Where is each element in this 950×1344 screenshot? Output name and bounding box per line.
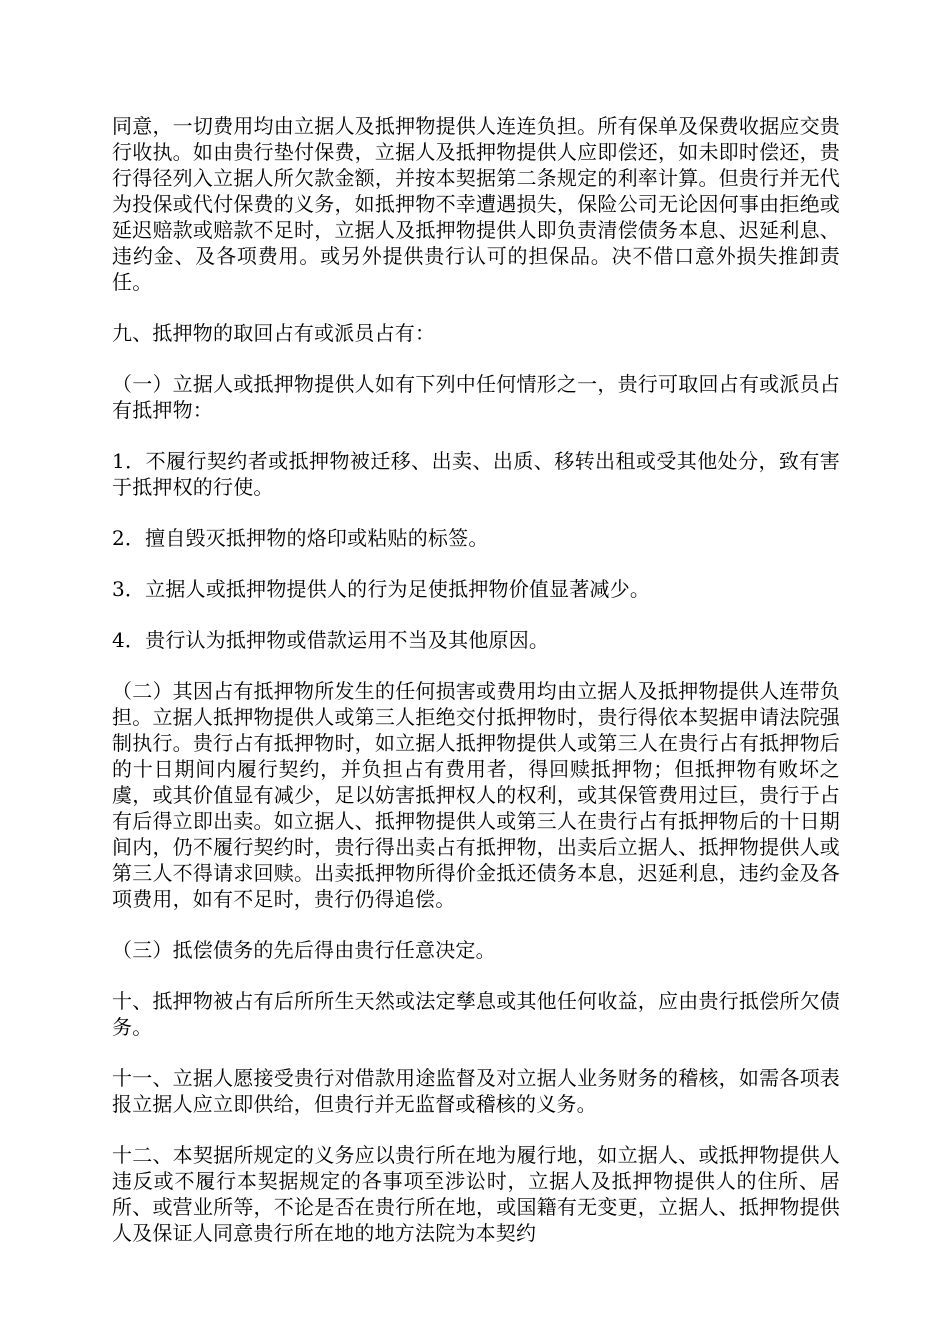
list-item-1: 1．不履行契约者或抵押物被迁移、出卖、出质、移转出租或受其他处分，致有害于抵押权的行使。 xyxy=(112,449,840,499)
document-page xyxy=(112,113,840,1271)
paragraph-insurance-continued: 同意，一切费用均由立据人及抵押物提供人连连负担。所有保单及保费收据应交贵行收执。如由贵行垫付保费，立据人及抵押物提供人应即偿还，如未即时偿还，贵行得径列入立据人所欠款金额，并按本契据第二条规定的利率计算。但贵行并无代为投保或代付保费的义务，如抵押物不幸遭遇损失，保险公司无论因何事由拒绝或延迟赔款或赔款不足时，立据人及抵押物提供人即负责清偿债务本息、迟延利息、违约金、及各项费用。或另外提供贵行认可的担保品。决不借口意外损失推卸责任。 xyxy=(112,114,840,294)
heading-section-9: 九、抵押物的取回占有或派员占有： xyxy=(112,321,436,345)
list-item-3: 3．立据人或抵押物提供人的行为足使抵押物价值显著减少。 xyxy=(112,577,651,601)
paragraph-section-11: 十一、立据人愿接受贵行对借款用途监督及对立据人业务财务的稽核，如需各项表报立据人应立即供给，但贵行并无监督或稽核的义务。 xyxy=(112,1066,840,1116)
list-item-4: 4．贵行认为抵押物或借款运用不当及其他原因。 xyxy=(112,628,550,652)
paragraph-9-1: （一）立据人或抵押物提供人如有下列中任何情形之一，贵行可取回占有或派员占有抵押物： xyxy=(112,372,840,422)
paragraph-section-10: 十、抵押物被占有后所所生天然或法定孳息或其他任何收益，应由贵行抵偿所欠债务。 xyxy=(112,989,840,1039)
paragraph-9-2: （二）其因占有抵押物所发生的任何损害或费用均由立据人及抵押物提供人连带负担。立据人抵押物提供人或第三人拒绝交付抵押物时，贵行得依本契据申请法院强制执行。贵行占有抵押物时，如立据人抵押物提供人或第三人在贵行占有抵押物后的十日期间内履行契约，并负担占有费用者，得回赎抵押物；但抵押物有败坏之虞，或其价值显有减少，足以妨害抵押权人的权利，或其保管费用过巨，贵行于占有后得立即出卖。如立据人、抵押物提供人或第三人在贵行占有抵押物后的十日期间内，仍不履行契约时，贵行得出卖占有抵押物，出卖后立据人、抵押物提供人或第三人不得请求回赎。出卖抵押物所得价金抵还债务本息，迟延利息，违约金及各项费用，如有不足时，贵行仍得追偿。 xyxy=(112,679,840,911)
list-item-2: 2．擅自毁灭抵押物的烙印或粘贴的标签。 xyxy=(112,526,489,550)
paragraph-section-12: 十二、本契据所规定的义务应以贵行所在地为履行地，如立据人、或抵押物提供人违反或不履行本契据规定的各事项至涉讼时，立据人及抵押物提供人的住所、居所、或营业所等，不论是否在贵行所在地，或国籍有无变更，立据人、抵押物提供人及保证人同意贵行所在地的地方法院为本契约 xyxy=(112,1143,840,1245)
paragraph-9-3: （三）抵偿债务的先后得由贵行任意决定。 xyxy=(112,938,496,962)
